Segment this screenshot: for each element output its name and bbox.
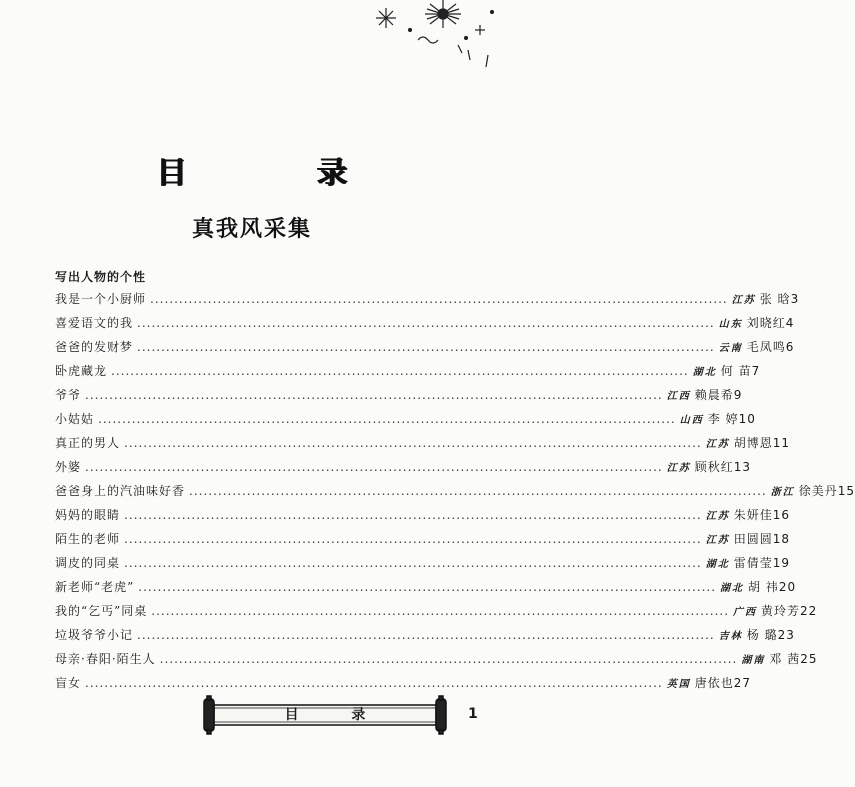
entry-page: 27	[733, 676, 752, 690]
entry-province: 浙江	[770, 487, 795, 498]
entry-title: 喜爱语文的我	[55, 316, 134, 330]
toc-entry[interactable]	[55, 362, 761, 386]
entry-title: 爸爸身上的汽油味好香	[55, 484, 186, 498]
table-of-contents	[55, 290, 855, 698]
entry-title: 真正的男人	[55, 436, 121, 450]
toc-entry[interactable]	[55, 578, 797, 602]
entry-title: 陌生的老师	[55, 532, 121, 546]
leader-dots: ........................................................................................................................	[150, 292, 728, 306]
entry-author: 胡博恩	[733, 436, 773, 450]
entry-title: 我是一个小厨师	[55, 292, 147, 306]
firework-decoration-icon	[348, 0, 498, 80]
entry-title: 爸爸的发财梦	[55, 340, 134, 354]
entry-page: 3	[790, 292, 800, 306]
entry-author: 顾秋红	[694, 460, 734, 474]
entry-province: 湖北	[720, 583, 745, 594]
entry-title: 盲女	[55, 676, 82, 690]
entry-title: 垃圾爷爷小记	[55, 628, 134, 642]
entry-province: 英国	[666, 679, 691, 690]
entry-title: 卧虎藏龙	[55, 364, 108, 378]
entry-province: 江苏	[705, 439, 730, 450]
entry-page: 20	[778, 580, 797, 594]
toc-entry[interactable]	[55, 338, 795, 362]
entry-author: 徐美丹	[798, 484, 838, 498]
entry-page: 23	[777, 628, 795, 642]
entry-author: 赖晨希	[694, 388, 734, 402]
leader-dots: ........................................................................................................................	[124, 508, 702, 522]
entry-page: 19	[772, 556, 791, 570]
entry-province: 云南	[718, 343, 743, 354]
leader-dots: ........................................................................................................................	[98, 412, 676, 426]
leader-dots: ........................................................................................................................	[159, 652, 738, 666]
entry-province: 江苏	[705, 535, 730, 546]
toc-entry[interactable]	[55, 530, 791, 554]
entry-author: 唐依也	[694, 676, 734, 690]
entry-province: 吉林	[718, 631, 743, 642]
entry-province: 湖北	[692, 367, 717, 378]
toc-entry[interactable]	[55, 650, 818, 674]
entry-title: 我的“乞丐”同桌	[55, 604, 148, 618]
toc-entry[interactable]	[55, 290, 800, 314]
toc-entry[interactable]	[55, 602, 818, 626]
entry-author: 雷倩莹	[733, 556, 773, 570]
footer-label: 目 录	[284, 707, 390, 723]
entry-title: 调皮的同桌	[55, 556, 121, 570]
entry-title: 母亲·春阳·陌生人	[55, 652, 156, 666]
page-title: 目 录	[156, 156, 408, 191]
entry-author: 毛凤鸣	[746, 340, 786, 354]
entry-province: 江苏	[705, 511, 730, 522]
entry-page: 15	[837, 484, 855, 498]
entry-author: 田圆圆	[733, 532, 773, 546]
entry-page: 6	[785, 340, 795, 354]
entry-province: 山东	[718, 319, 743, 330]
entry-author: 张 晗	[759, 292, 791, 306]
entry-title: 新老师“老虎”	[55, 580, 135, 594]
entry-province: 山西	[679, 415, 704, 426]
entry-page: 16	[772, 508, 791, 522]
leader-dots: ........................................................................................................................	[124, 532, 702, 546]
collection-title: 真我风采集	[191, 217, 312, 242]
toc-entry[interactable]	[55, 482, 855, 506]
entry-page: 13	[733, 460, 752, 474]
leader-dots: ........................................................................................................................	[137, 340, 715, 354]
leader-dots: ........................................................................................................................	[124, 436, 702, 450]
entry-author: 李 婷	[707, 412, 739, 426]
toc-entry[interactable]	[55, 458, 752, 482]
leader-dots: ........................................................................................................................	[124, 556, 702, 570]
leader-dots: ........................................................................................................................	[85, 676, 663, 690]
leader-dots: ........................................................................................................................	[138, 580, 717, 594]
entry-page: 10	[738, 412, 756, 426]
entry-title: 爷爷	[55, 388, 82, 402]
entry-page: 4	[785, 316, 795, 330]
entry-author: 朱妍佳	[733, 508, 773, 522]
toc-entry[interactable]	[55, 434, 791, 458]
entry-page: 25	[800, 652, 818, 666]
entry-province: 江西	[666, 391, 691, 402]
leader-dots: ........................................................................................................................	[85, 460, 663, 474]
entry-province: 湖南	[741, 655, 766, 666]
leader-dots: ........................................................................................................................	[137, 628, 715, 642]
leader-dots: ........................................................................................................................	[189, 484, 767, 498]
entry-title: 外婆	[55, 460, 82, 474]
entry-province: 湖北	[705, 559, 730, 570]
toc-entry[interactable]	[55, 410, 756, 434]
entry-province: 江苏	[666, 463, 691, 474]
entry-title: 妈妈的眼睛	[55, 508, 121, 522]
toc-entry[interactable]	[55, 386, 743, 410]
entry-author: 何 苗	[720, 364, 752, 378]
entry-page: 9	[733, 388, 743, 402]
entry-province: 江苏	[731, 295, 756, 306]
page-number: 1	[468, 706, 478, 722]
entry-author: 黄玲芳	[761, 604, 801, 618]
entry-author: 杨 璐	[746, 628, 778, 642]
toc-entry[interactable]	[55, 314, 795, 338]
leader-dots: ........................................................................................................................	[137, 316, 715, 330]
entry-page: 7	[751, 364, 761, 378]
entry-title: 小姑姑	[55, 412, 95, 426]
entry-author: 刘晓红	[746, 316, 786, 330]
section-heading: 写出人物的个性	[55, 270, 147, 284]
toc-entry[interactable]	[55, 554, 791, 578]
entry-province: 广西	[733, 607, 758, 618]
entry-page: 11	[772, 436, 791, 450]
toc-entry[interactable]	[55, 506, 791, 530]
entry-page: 22	[800, 604, 818, 618]
toc-entry[interactable]	[55, 626, 795, 650]
leader-dots: ........................................................................................................................	[151, 604, 730, 618]
entry-author: 胡 祎	[748, 580, 779, 594]
entry-page: 18	[772, 532, 791, 546]
entry-author: 邓 茜	[769, 652, 801, 666]
leader-dots: ........................................................................................................................	[111, 364, 689, 378]
leader-dots: ........................................................................................................................	[85, 388, 663, 402]
